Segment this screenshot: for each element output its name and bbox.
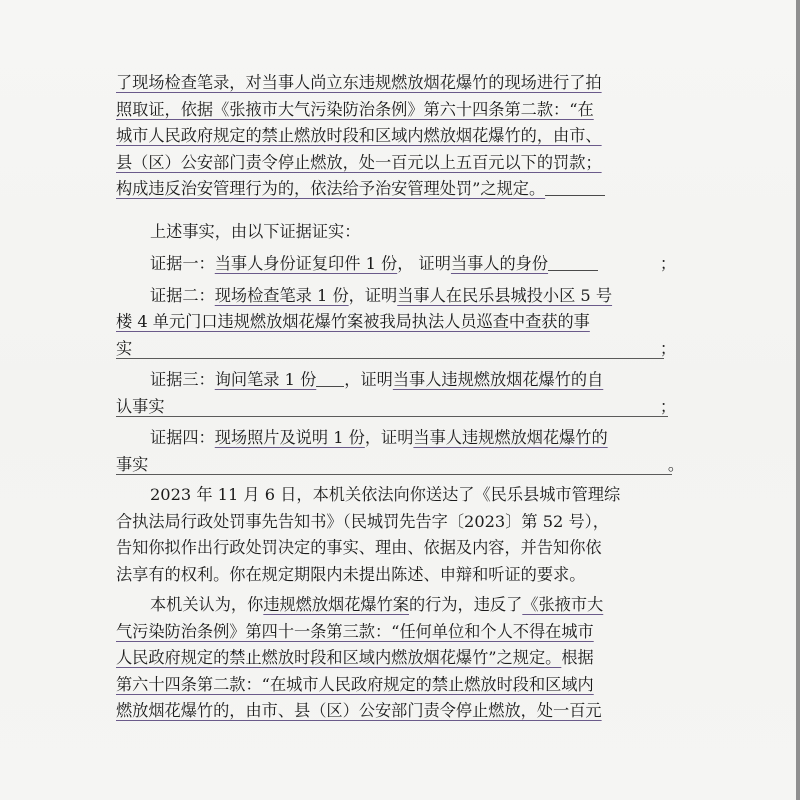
para1-line-3: 城市人民政府规定的禁止燃放时段和区域内燃放烟花爆竹的，由市、	[116, 126, 602, 145]
evidence-3-line-1: 证据三：询问笔录 1 份 ，证明当事人违规燃放烟花爆竹的自	[150, 370, 604, 389]
notice-line-4: 法享有的权利。你在规定期限内未提出陈述、申辩和听证的要求。	[116, 564, 586, 584]
para1-line-4: 县（区）公安部门责令停止燃放，处一百元以上五百元以下的罚款；	[116, 152, 602, 172]
document-body	[116, 70, 684, 725]
evidence-3-line-2: 认事实 ；	[116, 396, 676, 416]
blank-fill	[316, 368, 344, 387]
evidence-4-line-1: 证据四：现场照片及说明 1 份，证明当事人违规燃放烟花爆竹的	[150, 428, 608, 447]
para1-line-2: 照取证，依据《张掖市大气污染防治条例》第六十四条第二款：“在	[116, 99, 594, 119]
evidence-2-line-1: 证据二：现场检查笔录 1 份，证明当事人在民乐县城投小区 5 号	[150, 285, 613, 305]
conclusion-line-4: 第六十四条第二款：“在城市人民政府规定的禁止燃放时段和区域内	[116, 674, 594, 694]
conclusion-line-3: 人民政府规定的禁止燃放时段和区域内燃放烟花爆竹”之规定。根据	[116, 648, 594, 667]
blank-fill	[548, 252, 598, 271]
conclusion-line-2: 气污染防治条例》第四十一条第三款：“任何单位和个人不得在城市	[116, 621, 594, 641]
evidence-4-line-2: 事实 。	[116, 454, 684, 474]
evidence-1: 证据一：当事人身份证复印件 1 份， 证明当事人的身份 ；	[150, 254, 676, 273]
evidence-3-item: 询问笔录 1 份	[214, 370, 317, 389]
evidence-1-proves: 当事人的身份	[450, 254, 549, 273]
conclusion-line-1: 本机关认为，你违规燃放烟花爆竹案的行为，违反了《张掖市大	[150, 595, 604, 614]
blank-fill	[545, 177, 605, 196]
underline-rule	[116, 474, 672, 475]
underline-rule	[116, 416, 668, 417]
evidence-2-item: 现场检查笔录 1 份	[214, 285, 349, 305]
para1-line-1: 了现场检查笔录，对当事人尚立东违规燃放烟花爆竹的现场进行了拍	[116, 73, 602, 92]
evidence-intro: 上述事实，由以下证据证实：	[150, 221, 361, 241]
evidence-1-item: 当事人身份证复印件 1 份	[214, 254, 398, 273]
conclusion-line-5: 燃放烟花爆竹的，由市、县（区）公安部门责令停止燃放，处一百元	[116, 701, 602, 720]
underline-rule	[116, 358, 664, 359]
evidence-2-line-2: 楼 4 单元门口违规燃放烟花爆竹案被我局执法人员巡查中查获的事	[116, 312, 590, 331]
scan-edge	[796, 0, 800, 800]
evidence-4-item: 现场照片及说明 1 份	[214, 428, 365, 447]
para1-line-5: 构成违反治安管理行为的，依法给予治安管理处罚”之规定。	[116, 176, 676, 203]
evidence-2-line-3: 实 ；	[116, 338, 676, 358]
notice-line-2: 合执法局行政处罚事先告知书》（民城罚先告字〔2023〕第 52 号），	[116, 511, 609, 531]
notice-line-3: 告知你拟作出行政处罚决定的事实、理由、依据及内容，并告知你依	[116, 538, 602, 557]
notice-line-1: 2023 年 11 月 6 日，本机关依法向你送达了《民乐县城市管理综	[150, 485, 621, 504]
